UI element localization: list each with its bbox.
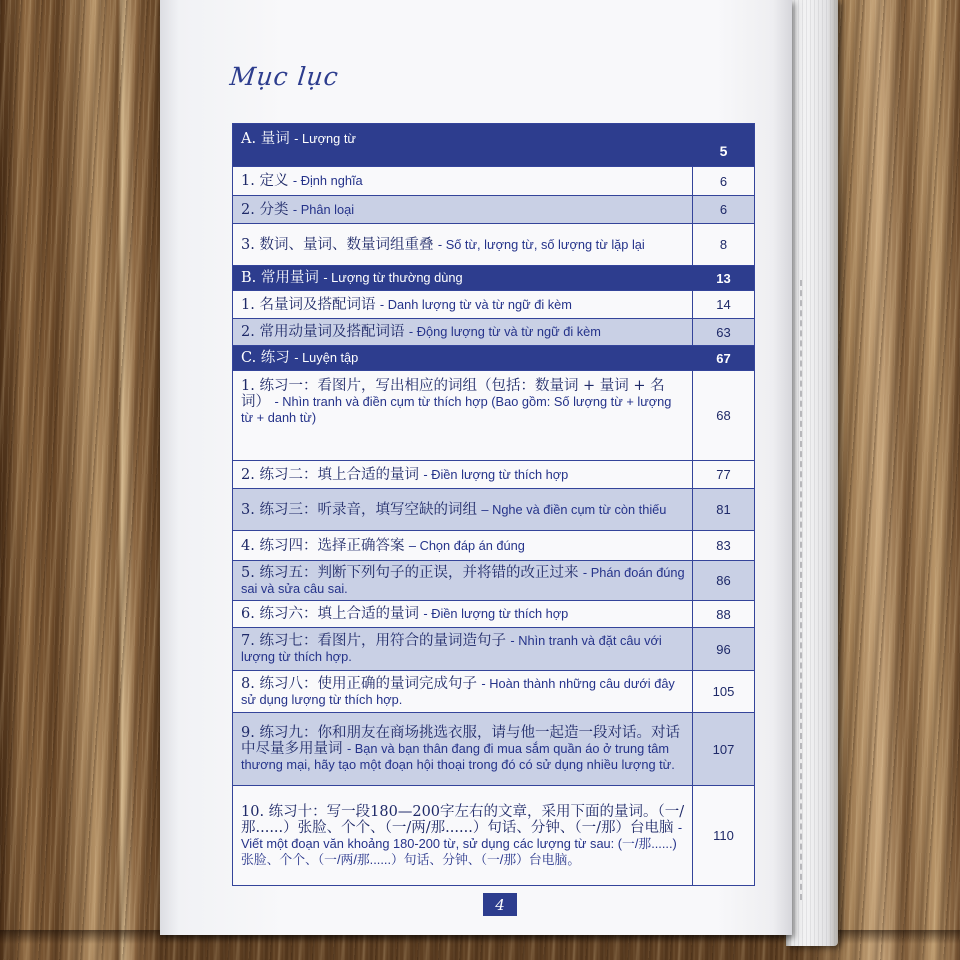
toc-entry-chinese: 4. 练习四：选择正确答案	[241, 537, 405, 554]
toc-entry-chinese: 3. 数词、量词、数量词组重叠	[241, 236, 434, 253]
toc-entry-cell	[233, 371, 692, 460]
toc-entry-cell	[233, 319, 692, 345]
toc-entry-text	[241, 173, 363, 189]
toc-entry-chinese: A. 量词	[241, 131, 290, 147]
toc-section-row	[233, 124, 754, 167]
toc-entry-cell	[233, 671, 692, 712]
toc-entry-cell	[233, 628, 692, 670]
page-title: Mục lục	[228, 62, 341, 91]
toc-page-number: 83	[692, 531, 754, 560]
toc-entry-cell	[233, 489, 692, 530]
toc-section-row	[233, 346, 754, 371]
toc-entry-cell	[233, 124, 692, 166]
toc-entry-vietnamese: - Động lượng từ và từ ngữ đi kèm	[408, 324, 601, 339]
toc-row	[233, 167, 754, 196]
toc-entry-cell	[233, 461, 692, 488]
toc-entry-text	[241, 324, 601, 340]
page-number: 4	[483, 893, 517, 916]
toc-entry-cell	[233, 224, 692, 265]
toc-entry-chinese: 3. 练习三：听录音，填写空缺的词组	[241, 501, 477, 518]
toc-entry-cell	[233, 713, 692, 785]
toc-row	[233, 628, 754, 671]
toc-entry-vietnamese: - Viết một đoạn văn khoảng 180-200 từ, sử dụng các lượng từ sau: (一/那......) 张脸、个个、（一/两/那......）句话、分钟、（一/那）台电脑。	[241, 819, 683, 867]
toc-entry-vietnamese: - Nhìn tranh và đặt câu với lượng từ thích hợp.	[241, 633, 662, 664]
toc-entry-vietnamese: – Nghe và điền cụm từ còn thiếu	[481, 501, 667, 517]
toc-page-number: 13	[692, 266, 754, 290]
toc-row	[233, 531, 754, 561]
toc-entry-text	[241, 565, 686, 597]
toc-entry-vietnamese: - Bạn và bạn thân đang đi mua sắm quần áo ở trung tâm thương mại, hãy tạo một đoạn hội thoại trong đó có sử dụng nhiều lượng từ.	[241, 741, 675, 772]
toc-entry-vietnamese: - Số từ, lượng từ, số lượng từ lặp lại	[437, 236, 645, 252]
toc-row	[233, 561, 754, 601]
toc-row	[233, 713, 754, 786]
toc-entry-chinese: 2. 常用动量词及搭配词语	[241, 324, 405, 340]
toc-page-number: 86	[692, 561, 754, 600]
toc-entry-cell	[233, 601, 692, 627]
toc-entry-text	[241, 237, 645, 253]
toc-entry-vietnamese: - Danh lượng từ và từ ngữ đi kèm	[379, 296, 572, 312]
toc-row	[233, 786, 754, 886]
toc-row	[233, 291, 754, 319]
toc-page-number: 5	[692, 124, 754, 166]
toc-page-number: 6	[692, 196, 754, 223]
binding-stitches	[800, 280, 802, 900]
toc-entry-cell	[233, 196, 692, 223]
toc-entry-chinese: 2. 练习二：填上合适的量词	[241, 466, 419, 483]
toc-entry-cell	[233, 266, 692, 290]
toc-entry-text	[241, 350, 358, 366]
toc-entry-chinese: 9. 练习九：你和朋友在商场挑选衣服，请与他一起造一段对话。对话中尽量多用量词	[241, 725, 680, 757]
toc-entry-text	[241, 538, 525, 554]
toc-entry-text	[241, 804, 686, 868]
toc-entry-text	[241, 725, 686, 773]
toc-entry-chinese: 1. 练习一：看图片，写出相应的词组（包括：数量词 + 量词 + 名词）	[241, 378, 665, 410]
toc-page-number: 105	[692, 671, 754, 712]
table-of-contents	[232, 123, 755, 886]
toc-row	[233, 461, 754, 489]
toc-entry-cell	[233, 167, 692, 195]
toc-page-number: 77	[692, 461, 754, 488]
toc-row	[233, 371, 754, 461]
toc-page-number: 68	[692, 371, 754, 460]
toc-entry-chinese: B. 常用量词	[241, 270, 319, 286]
toc-page-number: 8	[692, 224, 754, 265]
toc-entry-chinese: 1. 定义	[241, 173, 289, 189]
toc-entry-text	[241, 131, 356, 147]
toc-entry-vietnamese: – Chọn đáp án đúng	[408, 537, 525, 553]
toc-entry-text	[241, 606, 568, 622]
toc-page-number: 81	[692, 489, 754, 530]
toc-entry-chinese: 7. 练习七：看图片，用符合的量词造句子	[241, 633, 506, 649]
toc-entry-cell	[233, 531, 692, 560]
toc-entry-vietnamese: - Điền lượng từ thích hợp	[423, 606, 569, 621]
toc-page-number: 63	[692, 319, 754, 345]
toc-page-number: 110	[692, 786, 754, 885]
toc-entry-vietnamese: - Phân loại	[292, 201, 355, 217]
toc-entry-chinese: 1. 名量词及搭配词语	[241, 296, 376, 313]
toc-entry-chinese: 6. 练习六：填上合适的量词	[241, 606, 419, 622]
toc-entry-vietnamese: - Hoàn thành những câu dưới đây sử dụng lượng từ thích hợp.	[241, 675, 675, 707]
toc-entry-text	[241, 297, 572, 313]
toc-entry-text	[241, 378, 686, 426]
toc-page-number: 6	[692, 167, 754, 195]
toc-row	[233, 196, 754, 224]
toc-entry-vietnamese: - Luyện tập	[294, 350, 359, 365]
page-stack-edge	[786, 0, 838, 946]
toc-page-number: 96	[692, 628, 754, 670]
toc-entry-cell	[233, 346, 692, 370]
toc-page-number: 88	[692, 601, 754, 627]
toc-entry-text	[241, 676, 686, 708]
toc-entry-vietnamese: - Nhìn tranh và điền cụm từ thích hợp (Bao gồm: Số lượng từ + lượng từ + danh từ)	[241, 394, 672, 425]
toc-entry-chinese: 2. 分类	[241, 201, 289, 218]
toc-page-number: 107	[692, 713, 754, 785]
toc-entry-text	[241, 467, 568, 483]
toc-entry-cell	[233, 786, 692, 885]
toc-entry-cell	[233, 291, 692, 318]
toc-entry-chinese: 5. 练习五：判断下列句子的正误，并将错的改正过来	[241, 564, 579, 581]
toc-row	[233, 489, 754, 531]
toc-entry-chinese: 8. 练习八：使用正确的量词完成句子	[241, 675, 477, 692]
toc-entry-text	[241, 502, 666, 518]
toc-row	[233, 601, 754, 628]
toc-entry-vietnamese: - Điền lượng từ thích hợp	[423, 466, 569, 482]
toc-page-number: 67	[692, 346, 754, 370]
toc-section-row	[233, 266, 754, 291]
toc-entry-vietnamese: - Định nghĩa	[292, 173, 363, 188]
toc-entry-text	[241, 202, 354, 218]
toc-entry-text	[241, 633, 686, 665]
toc-page-number: 14	[692, 291, 754, 318]
toc-row	[233, 671, 754, 713]
toc-entry-chinese: 10. 练习十：写一段180—200字左右的文章，采用下面的量词。（一/那......）张脸、个个、（一/两/那......）句话、分钟、（一/那）台电脑	[241, 803, 685, 836]
toc-row	[233, 224, 754, 266]
toc-entry-cell	[233, 561, 692, 600]
toc-entry-vietnamese: - Lượng từ	[294, 131, 356, 146]
toc-entry-vietnamese: - Phán đoán đúng sai và sửa câu sai.	[241, 564, 685, 596]
toc-row	[233, 319, 754, 346]
toc-entry-chinese: C. 练习	[241, 350, 290, 366]
toc-entry-text	[241, 270, 463, 286]
toc-entry-vietnamese: - Lượng từ thường dùng	[323, 270, 463, 285]
